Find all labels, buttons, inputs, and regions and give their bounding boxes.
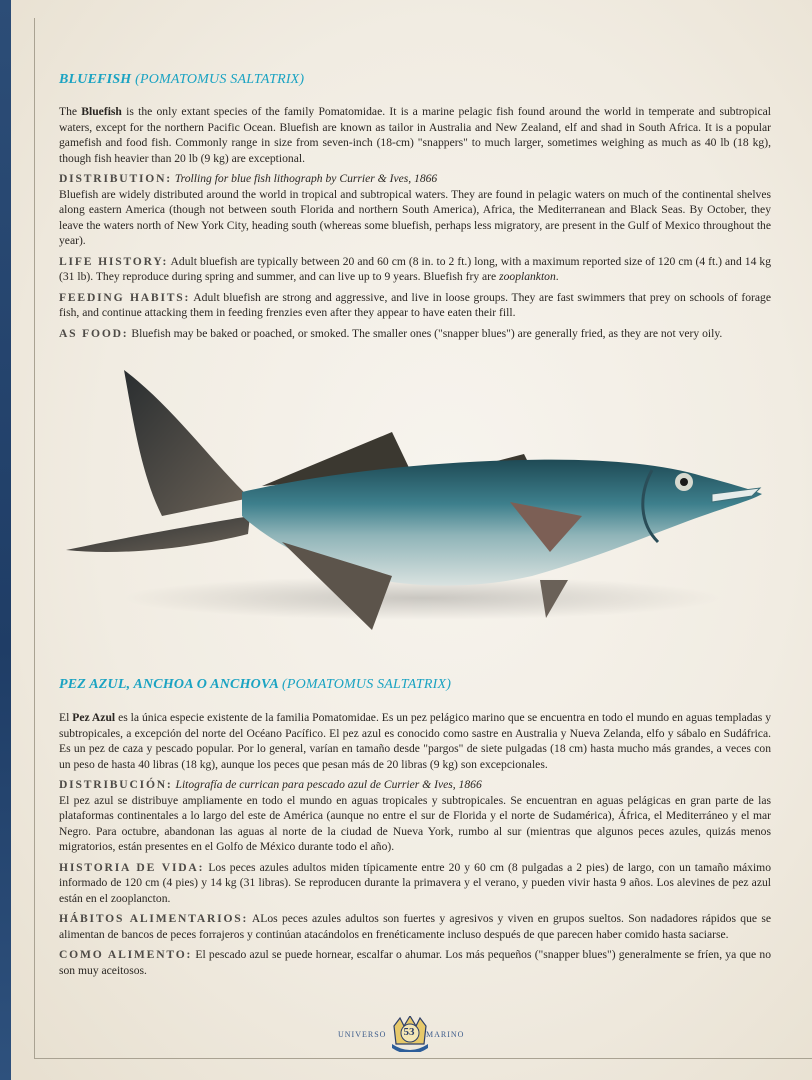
- english-distribution-label: DISTRIBUTION:: [59, 172, 172, 185]
- english-life-italic: zooplankton: [499, 270, 556, 283]
- book-spine-edge: [0, 0, 11, 1080]
- english-body: [59, 104, 771, 341]
- english-scientific-name: (POMATOMUS SALTATRIX): [135, 72, 305, 87]
- spanish-life-history: [59, 860, 771, 907]
- tail-fin-upper: [124, 370, 250, 516]
- footer-left-word: UNIVERSO: [338, 1030, 387, 1039]
- bluefish-illustration: [62, 366, 762, 638]
- spanish-title: PEZ AZUL, ANCHOA O ANCHOVA: [59, 677, 279, 692]
- spanish-feeding-text: ALos peces azules adultos son fuertes y agresivos y viven en grupos sueltos. Son nadadores rápidos que se alimentan de bancos de peces forrajeros y continúan atacándolos en frenéticamente incluso después de que parecen haber comido hasta saciarse.: [59, 912, 771, 941]
- english-heading: [59, 72, 304, 88]
- spanish-feeding-habits: [59, 911, 771, 942]
- spanish-life-label: HISTORIA DE VIDA:: [59, 860, 205, 874]
- spanish-life-text: Los peces azules adultos miden típicamente entre 20 y 60 cm (8 pulgadas a 2 pies) de largo, con un tamaño máximo informado de 120 cm (4 pies) y 14 kg (31 libras). Se reproducen durante la primavera y el verano, y pueden vivir hasta 9 años. Los alevines de pez azul están en el zooplancton.: [59, 860, 771, 905]
- english-distribution: [59, 171, 771, 249]
- page-footer: [0, 1016, 812, 1056]
- spanish-intro-pre: El: [59, 711, 73, 724]
- spanish-distribution: [59, 777, 771, 855]
- english-intro-bold: Bluefish: [81, 105, 122, 118]
- spanish-food-text: El pescado azul se puede hornear, escalfar o ahumar. Los más pequeños ("snapper blues") generalmente se fríen, ya que no son muy aceitosos.: [59, 948, 771, 977]
- spanish-intro-bold: Pez Azul: [72, 711, 116, 724]
- spanish-distribution-caption: Litografía de currican para pescado azul de Currier & Ives, 1866: [175, 778, 482, 791]
- tail-fin-lower: [66, 516, 250, 552]
- spanish-as-food: [59, 947, 771, 978]
- spanish-intro-text: es la única especie existente de la familia Pomatomidae. Es un pez pelágico marino que se encuentra en todo el mundo en aguas templadas y subtropicales, a excepción del norte del Océano Pacífico. El pez azul es conocido como sastre en Australia y Nueva Zelanda, elfo y sábalo en Sudáfrica. Es un pez de caza y pescado popular. Por lo general, varían en tamaño desde "pargos" de siete pulgadas (18 cm) hasta mucho más grandes, a veces con un peso de hasta 40 libras (18 kg), aunque los peces que pesan más de 20 libras (9 kg) son excepcionales.: [59, 711, 771, 771]
- spanish-distribution-text: El pez azul se distribuye ampliamente en todo el mundo en aguas tropicales y subtropicales. Se encuentran en aguas pelágicas en gran parte de las plataformas continentales a lo largo del este de América (aunque no entre el sur de Florida y el norte de Sudamérica), África, el Mediterráneo y el mar Negro. Para octubre, abandonan las aguas al norte de la ciudad de Nueva York, rumbo al sur (mientras que algunos peces azules, quizás menos migratorios, están presentes en el Golfo de México durante todo el año).: [59, 793, 771, 853]
- english-life-history: [59, 254, 771, 285]
- english-title: BLUEFISH: [59, 72, 132, 87]
- bottom-margin-rule: [34, 1058, 812, 1059]
- english-feeding-label: FEEDING HABITS:: [59, 290, 191, 304]
- spanish-feeding-label: HÁBITOS ALIMENTARIOS:: [59, 912, 249, 925]
- english-life-text: Adult bluefish are typically between 20 and 60 cm (8 in. to 2 ft.) long, with a maximum reported size of 120 cm (4 ft.) and 14 kg (31 lb). They reproduce during spring and summer, and can live up to 9 years. Bluefish fry are: [59, 254, 771, 283]
- english-life-label: LIFE HISTORY:: [59, 254, 169, 268]
- english-food-text: Bluefish may be baked or poached, or smoked. The smaller ones ("snapper blues") are generally fried, as they are not very oily.: [131, 326, 723, 340]
- spanish-heading: [59, 677, 451, 693]
- english-feeding-text: Adult bluefish are strong and aggressive, and live in loose groups. They are fast swimmers that prey on schools of forage fish, and continue attacking them in feeding frenzies even after they appear to have eaten their fill.: [59, 290, 771, 319]
- english-distribution-caption: Trolling for blue fish lithograph by Currier & Ives, 1866: [174, 172, 438, 185]
- spanish-food-label: COMO ALIMENTO:: [59, 948, 193, 961]
- english-feeding-habits: [59, 290, 771, 321]
- footer-right-word: MARINO: [426, 1030, 465, 1039]
- english-intro: [59, 104, 771, 166]
- spanish-intro: [59, 710, 771, 772]
- english-distribution-text: Bluefish are widely distributed around the world in tropical and subtropical waters. They are found in pelagic waters on much of the continental shelves along eastern America (though not between south Florida and northern South America), Africa, the Mediterranean and Black Seas. By October, they leave the waters north of New York City, heading south (whereas some bluefish, perhaps less migratory, are present in the Gulf of Mexico throughout the year).: [59, 187, 771, 247]
- english-life-end: .: [555, 270, 559, 283]
- english-as-food: [59, 326, 771, 342]
- english-intro-text: is the only extant species of the family Pomatomidae. It is a marine pelagic fish found around the world in temperate and subtropical waters, except for the northern Pacific Ocean. Bluefish are known as tailor in Australia and New Zealand, elf and shad in South Africa. It is a popular gamefish and food fish. Commonly range in size from seven-inch (18-cm) "snappers" to much larger, sometimes weighing as much as 40 lb (18 kg), though fish heavier than 20 lb (9 kg) are exceptional.: [59, 105, 771, 165]
- english-food-label: AS FOOD:: [59, 326, 129, 340]
- spanish-scientific-name: (POMATOMUS SALTATRIX): [281, 677, 452, 692]
- english-intro-pre: The: [59, 105, 82, 118]
- spanish-body: [59, 710, 771, 978]
- left-margin-rule: [34, 18, 35, 1058]
- spanish-distribution-label: DISTRIBUCIÓN:: [59, 778, 173, 791]
- page-number: 53: [403, 1026, 415, 1038]
